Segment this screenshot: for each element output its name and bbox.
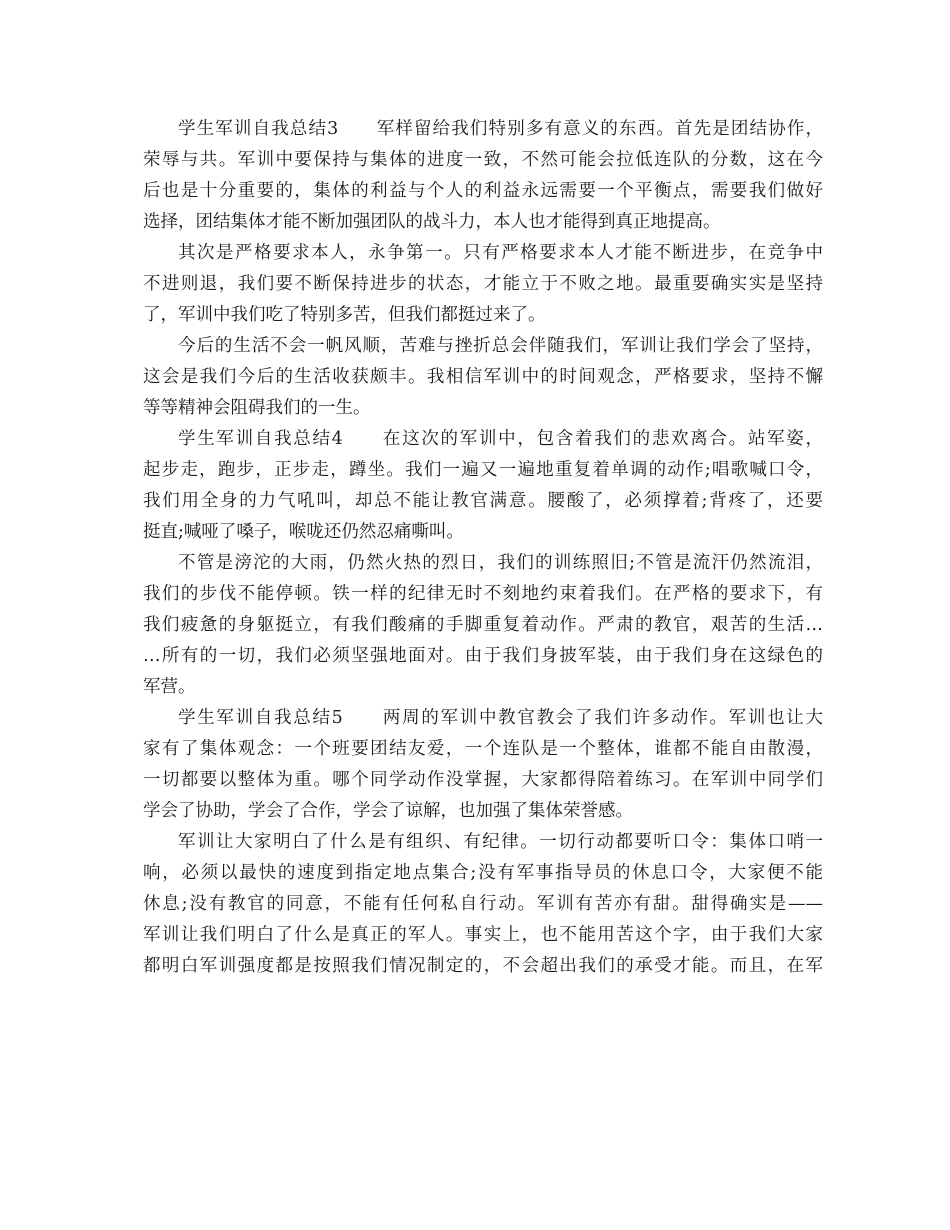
text-line: 了，军训中我们吃了特别多苦，但我们都挺过来了。 — [143, 305, 546, 325]
text-line: 其次是严格要求本人，永争第一。只有严格要求本人才能不断进步，在竞争中 — [178, 243, 823, 263]
text-line: 选择，团结集体才能不断加强团队的战斗力，本人也才能得到真正地提高。 — [143, 212, 721, 232]
text-line: 响，必须以最快的速度到指定地点集合;没有军事指导员的休息口令，大家便不能 — [143, 863, 823, 883]
text-line: 休息;没有教官的同意，不能有任何私自行动。军训有苦亦有甜。甜得确实是—— — [143, 894, 823, 914]
text-line: 我们用全身的力气吼叫，却总不能让教官满意。腰酸了，必须撑着;背疼了，还要 — [143, 491, 823, 511]
text-line: …所有的一切，我们必须坚强地面对。由于我们身披军装，由于我们身在这绿色的 — [143, 646, 823, 666]
text-line: 家有了集体观念：一个班要团结友爱，一个连队是一个整体，谁都不能自由散漫， — [143, 739, 823, 759]
text-line: 军训让我们明白了什么是真正的军人。事实上，也不能用苦这个字，由于我们大家 — [143, 925, 823, 945]
text-line: 军训让大家明白了什么是有组织、有纪律。一切行动都要听口令：集体口哨一 — [178, 832, 823, 852]
text-line: 后也是十分重要的，集体的利益与个人的利益永远需要一个平衡点，需要我们做好 — [143, 181, 823, 201]
document-body — [143, 114, 823, 982]
text-line: 学会了协助，学会了合作，学会了谅解，也加强了集体荣誉感。 — [143, 801, 633, 821]
text-line: 我们的步伐不能停顿。铁一样的纪律无时不刻地约束着我们。在严格的要求下，有 — [143, 584, 823, 604]
text-line: 起步走，跑步，正步走，蹲坐。我们一遍又一遍地重复着单调的动作;唱歌喊口令， — [143, 460, 823, 480]
text-line: 等等精神会阻碍我们的一生。 — [143, 398, 371, 418]
text-line: 学生军训自我总结3 军样留给我们特别多有意义的东西。首先是团结协作， — [178, 119, 823, 139]
text-line: 都明白军训强度都是按照我们情况制定的，不会超出我们的承受才能。而且，在军 — [143, 956, 823, 976]
text-line: 不管是滂沱的大雨，仍然火热的烈日，我们的训练照旧;不管是流汗仍然流泪， — [178, 553, 823, 573]
text-line: 这会是我们今后的生活收获颇丰。我相信军训中的时间观念，严格要求，坚持不懈 — [143, 367, 823, 387]
text-line: 军营。 — [143, 677, 196, 697]
text-line: 不进则退，我们要不断保持进步的状态，才能立于不败之地。最重要确实实是坚持 — [143, 274, 823, 294]
text-line: 今后的生活不会一帆风顺，苦难与挫折总会伴随我们，军训让我们学会了坚持， — [178, 336, 823, 356]
text-line: 学生军训自我总结5 两周的军训中教官教会了我们许多动作。军训也让大 — [178, 708, 823, 728]
text-line: 荣辱与共。军训中要保持与集体的进度一致，不然可能会拉低连队的分数，这在今 — [143, 150, 823, 170]
text-line: 挺直;喊哑了嗓子，喉咙还仍然忍痛嘶叫。 — [143, 522, 464, 542]
text-line: 我们疲惫的身躯挺立，有我们酸痛的手脚重复着动作。严肃的教官，艰苦的生活… — [143, 615, 823, 635]
text-line: 学生军训自我总结4 在这次的军训中，包含着我们的悲欢离合。站军姿， — [178, 429, 823, 449]
text-line: 一切都要以整体为重。哪个同学动作没掌握，大家都得陪着练习。在军训中同学们 — [143, 770, 823, 790]
